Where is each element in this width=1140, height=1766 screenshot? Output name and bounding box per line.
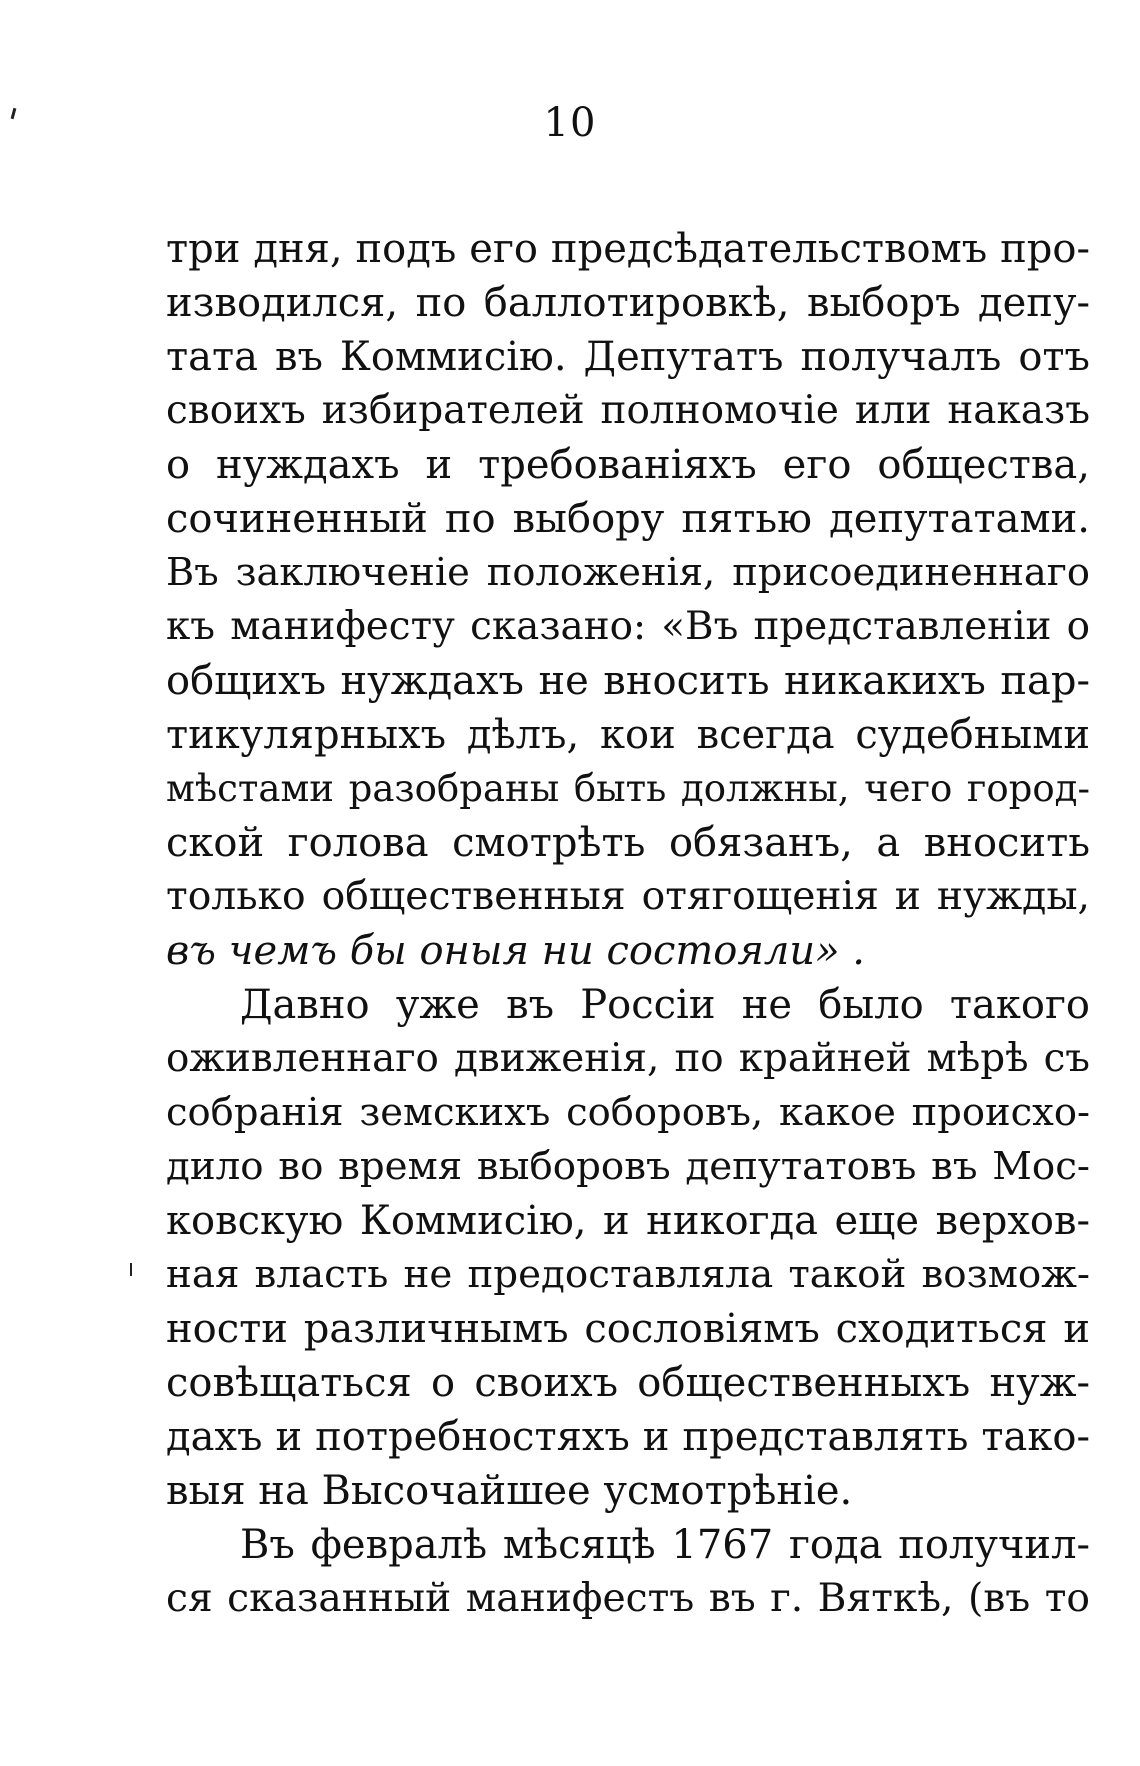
text-line: Давно уже въ Россіи не было такого — [240, 982, 1090, 1028]
page-number: 10 — [543, 100, 597, 146]
text-line: общихъ нуждахъ не вносить никакихъ пар- — [166, 658, 1090, 704]
text-line: ная власть не предоставляла такой возмож- — [166, 1252, 1090, 1297]
text-line: мѣстами разобраны быть должны, чего город- — [166, 767, 1090, 810]
body-text — [166, 222, 1090, 1626]
stray-ink-mark — [130, 1263, 132, 1276]
text-line: ской голова смотрѣть обязанъ, а вносить — [166, 820, 1090, 866]
text-line: совѣщаться о своихъ общественныхъ нуж- — [166, 1360, 1090, 1406]
text-line: дахъ и потребностяхъ и представлять тако- — [166, 1414, 1090, 1460]
text-line: тикулярныхъ дѣлъ, кои всегда судебными — [166, 712, 1090, 758]
text-line: собранія земскихъ соборовъ, какое происхо- — [166, 1090, 1090, 1135]
text-line: своихъ избирателей полномочіе или наказъ — [166, 388, 1090, 433]
text-line: сочиненный по выбору пятью депутатами. — [166, 496, 1090, 542]
italic-quote-line: въ чемъ бы оныя ни состояли» . — [166, 928, 866, 974]
text-line: ся сказанный манифестъ въ г. Вяткѣ, (въ то — [166, 1576, 1090, 1621]
text-line: ковскую Коммисію, и никогда еще верхов- — [166, 1198, 1090, 1244]
text-line: о нуждахъ и требованіяхъ его общества, — [166, 442, 1090, 488]
text-line: Въ заключеніе положенія, присоединеннаго — [166, 550, 1090, 595]
text-line: изводился, по баллотировкѣ, выборъ депу- — [166, 280, 1090, 326]
text-line: оживленнаго движенія, по крайней мѣрѣ съ — [166, 1036, 1090, 1081]
text-line: ности различнымъ сословіямъ сходиться и — [166, 1306, 1090, 1352]
text-line: дило во время выборовъ депутатовъ въ Мос- — [166, 1144, 1090, 1189]
paragraph-2 — [166, 978, 1090, 1518]
text-line: три дня, подъ его предсѣдательствомъ про- — [166, 226, 1090, 272]
text-line: тата въ Коммисію. Депутатъ получалъ отъ — [166, 334, 1090, 380]
text-line: только общественныя отягощенія и нужды, — [166, 874, 1090, 919]
text-line: выя на Высочайшее усмотрѣніе. — [166, 1468, 853, 1514]
paragraph-1 — [166, 222, 1090, 978]
paragraph-3 — [166, 1518, 1090, 1626]
text-line: къ манифесту сказано: «Въ представленіи о — [166, 604, 1090, 649]
text-line: Въ февралѣ мѣсяцѣ 1767 года получил- — [240, 1522, 1090, 1568]
